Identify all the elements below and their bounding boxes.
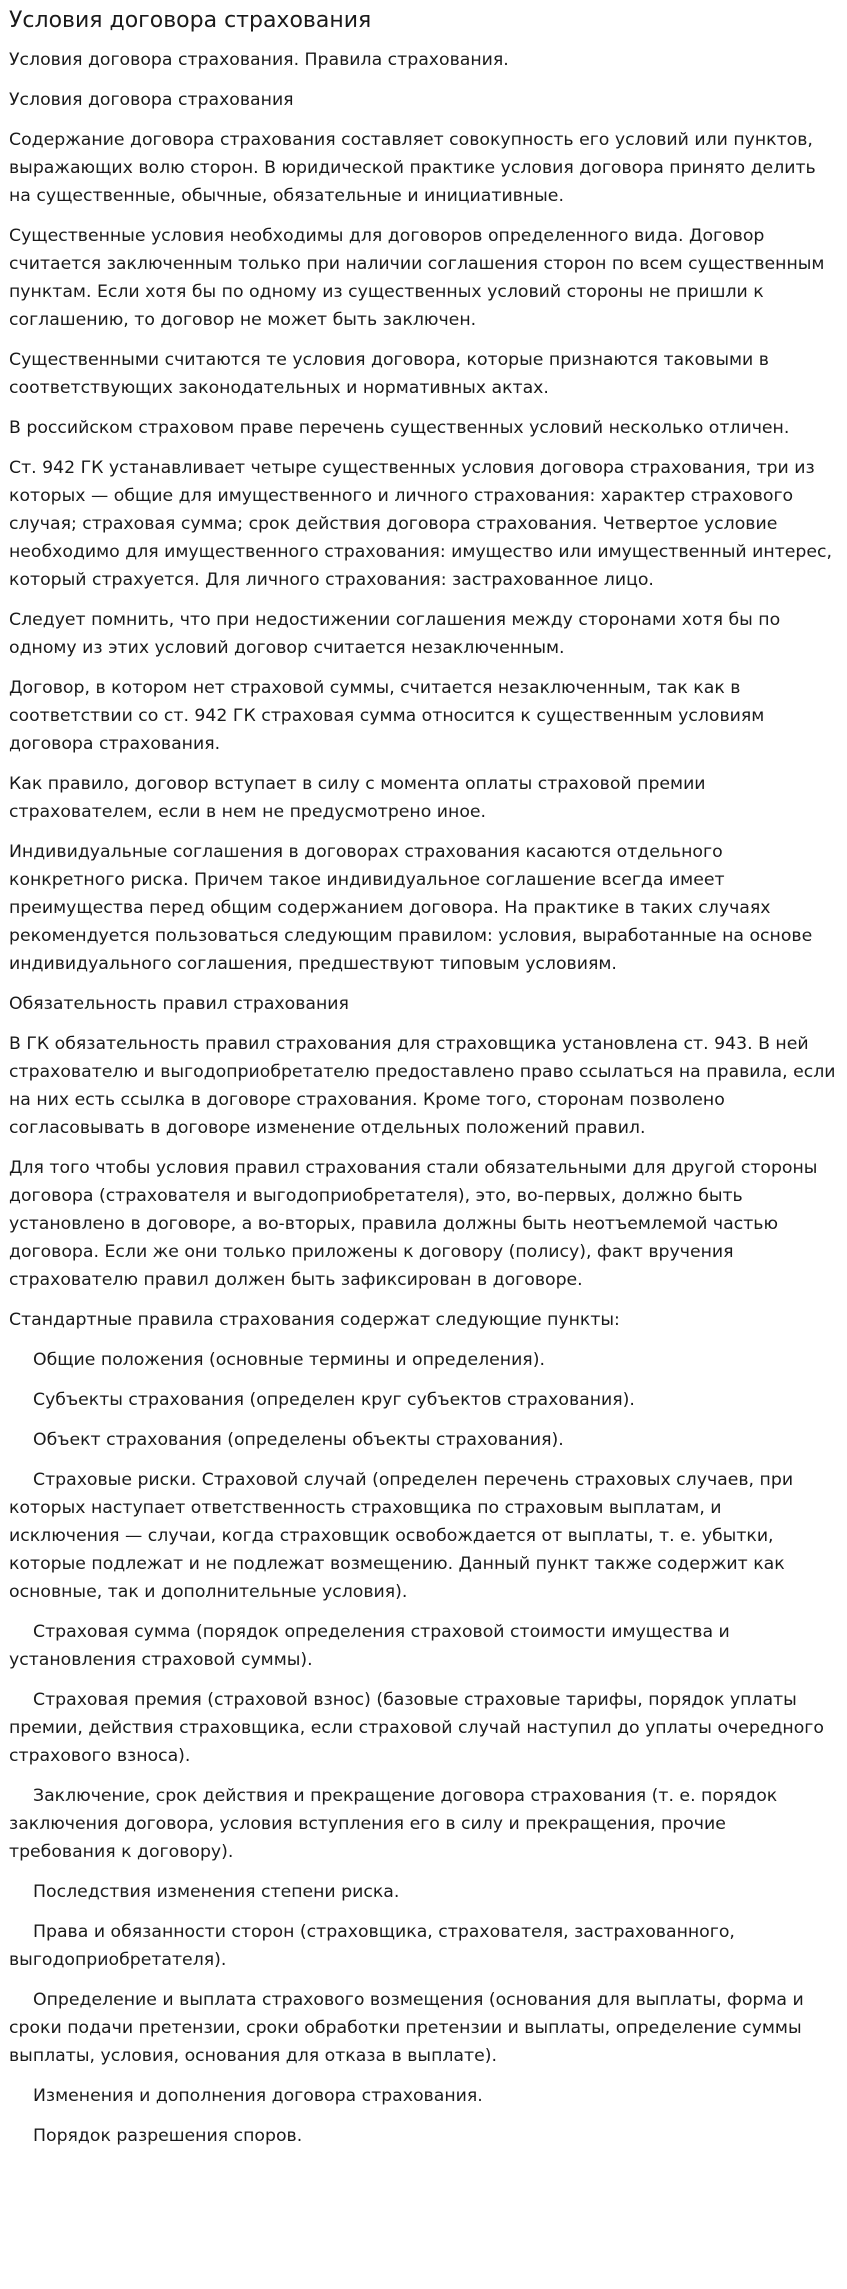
article-paragraph: Стандартные правила страхования содержат следующие пункты: [9, 1310, 620, 1330]
article-paragraph: Существенные условия необходимы для договоров определенного вида. Договор считается заключенным только при наличии соглашения сторон по всем существенным пунктам. Если хотя бы по одному из существенных условий стороны не пришли к соглашению, то договор не может быть заключен. [9, 226, 825, 330]
article-paragraph: Обязательность правил страхования [9, 994, 349, 1014]
article-paragraph: Условия договора страхования [9, 90, 294, 110]
article-paragraph: Содержание договора страхования составляет совокупность его условий или пунктов, выражающих волю сторон. В юридической практике условия договора принято делить на существенные, обычные, обязательные и инициативные. [9, 130, 816, 206]
article-paragraph: Договор, в котором нет страховой суммы, считается незаключенным, так как в соответствии со ст. 942 ГК страховая сумма относится к существенным условиям договора страхования. [9, 678, 765, 754]
article-paragraph: Как правило, договор вступает в силу с момента оплаты страховой премии страхователем, если в нем не предусмотрено иное. [9, 774, 706, 822]
article-paragraph: Страховая премия (страховой взнос) (базовые страховые тарифы, порядок уплаты премии, действия страховщика, если страховой случай наступил до уплаты очередного страхового взноса). [9, 1690, 824, 1766]
page-title: Условия договора страхования [9, 8, 372, 33]
article-paragraph: Условия договора страхования. Правила страхования. [9, 50, 509, 70]
article-paragraph: Последствия изменения степени риска. [33, 1882, 400, 1902]
article-paragraph: Следует помнить, что при недостижении соглашения между сторонами хотя бы по одному из этих условий договор считается незаключенным. [9, 610, 781, 658]
article-paragraph: Изменения и дополнения договора страхования. [33, 2086, 483, 2106]
article-paragraph: Объект страхования (определены объекты страхования). [33, 1430, 564, 1450]
article-paragraph: Порядок разрешения споров. [33, 2126, 303, 2146]
article-paragraph: Страховые риски. Страховой случай (определен перечень страховых случаев, при которых наступает ответственность страховщика по страховым выплатам, и исключения — случаи, когда страховщик освобождается от выплаты, т. е. убытки, которые подлежат и не подлежат возмещению. Данный пункт также содержит как основные, так и дополнительные условия). [9, 1470, 794, 1602]
article-paragraph: Заключение, срок действия и прекращение договора страхования (т. е. порядок заключения договора, условия вступления его в силу и прекращения, прочие требования к договору). [9, 1786, 778, 1862]
article-paragraph: Для того чтобы условия правил страхования стали обязательными для другой стороны договора (страхователя и выгодоприобретателя), это, во-первых, должно быть установлено в договоре, а во-вторых, правила должны быть неотъемлемой частью договора. Если же они только приложены к договору (полису), факт вручения страхователю правил должен быть зафиксирован в договоре. [9, 1158, 818, 1290]
article-paragraph: Страховая сумма (порядок определения страховой стоимости имущества и установления страховой суммы). [9, 1622, 730, 1670]
article-paragraph: Определение и выплата страхового возмещения (основания для выплаты, форма и сроки подачи претензии, сроки обработки претензии и выплаты, определение суммы выплаты, условия, основания для отказа в выплате). [9, 1990, 804, 2066]
article-paragraph: Существенными считаются те условия договора, которые признаются таковыми в соответствующих законодательных и нормативных актах. [9, 350, 769, 398]
article-paragraph: Общие положения (основные термины и определения). [33, 1350, 545, 1370]
article-paragraph: Индивидуальные соглашения в договорах страхования касаются отдельного конкретного риска. Причем такое индивидуальное соглашение всегда имеет преимущества перед общим содержанием договора. На практике в таких случаях рекомендуется пользоваться следующим правилом: условия, выработанные на основе индивидуального соглашения, предшествуют типовым условиям. [9, 842, 813, 974]
article-paragraph: В российском страховом праве перечень существенных условий несколько отличен. [9, 418, 790, 438]
article-paragraph: В ГК обязательность правил страхования для страховщика установлена ст. 943. В ней страхователю и выгодоприобретателю предоставлено право ссылаться на правила, если на них есть ссылка в договоре страхования. Кроме того, сторонам позволено согласовывать в договоре изменение отдельных положений правил. [9, 1034, 836, 1138]
article-paragraph: Ст. 942 ГК устанавливает четыре существенных условия договора страхования, три из которых — общие для имущественного и личного страхования: характер страхового случая; страховая сумма; срок действия договора страхования. Четвертое условие необходимо для имущественного страхования: имущество или имущественный интерес, который страхуется. Для личного страхования: застрахованное лицо. [9, 458, 832, 590]
article-body [9, 46, 837, 2150]
article-paragraph: Субъекты страхования (определен круг субъектов страхования). [33, 1390, 635, 1410]
article-paragraph: Права и обязанности сторон (страховщика, страхователя, застрахованного, выгодоприобретателя). [9, 1922, 735, 1970]
